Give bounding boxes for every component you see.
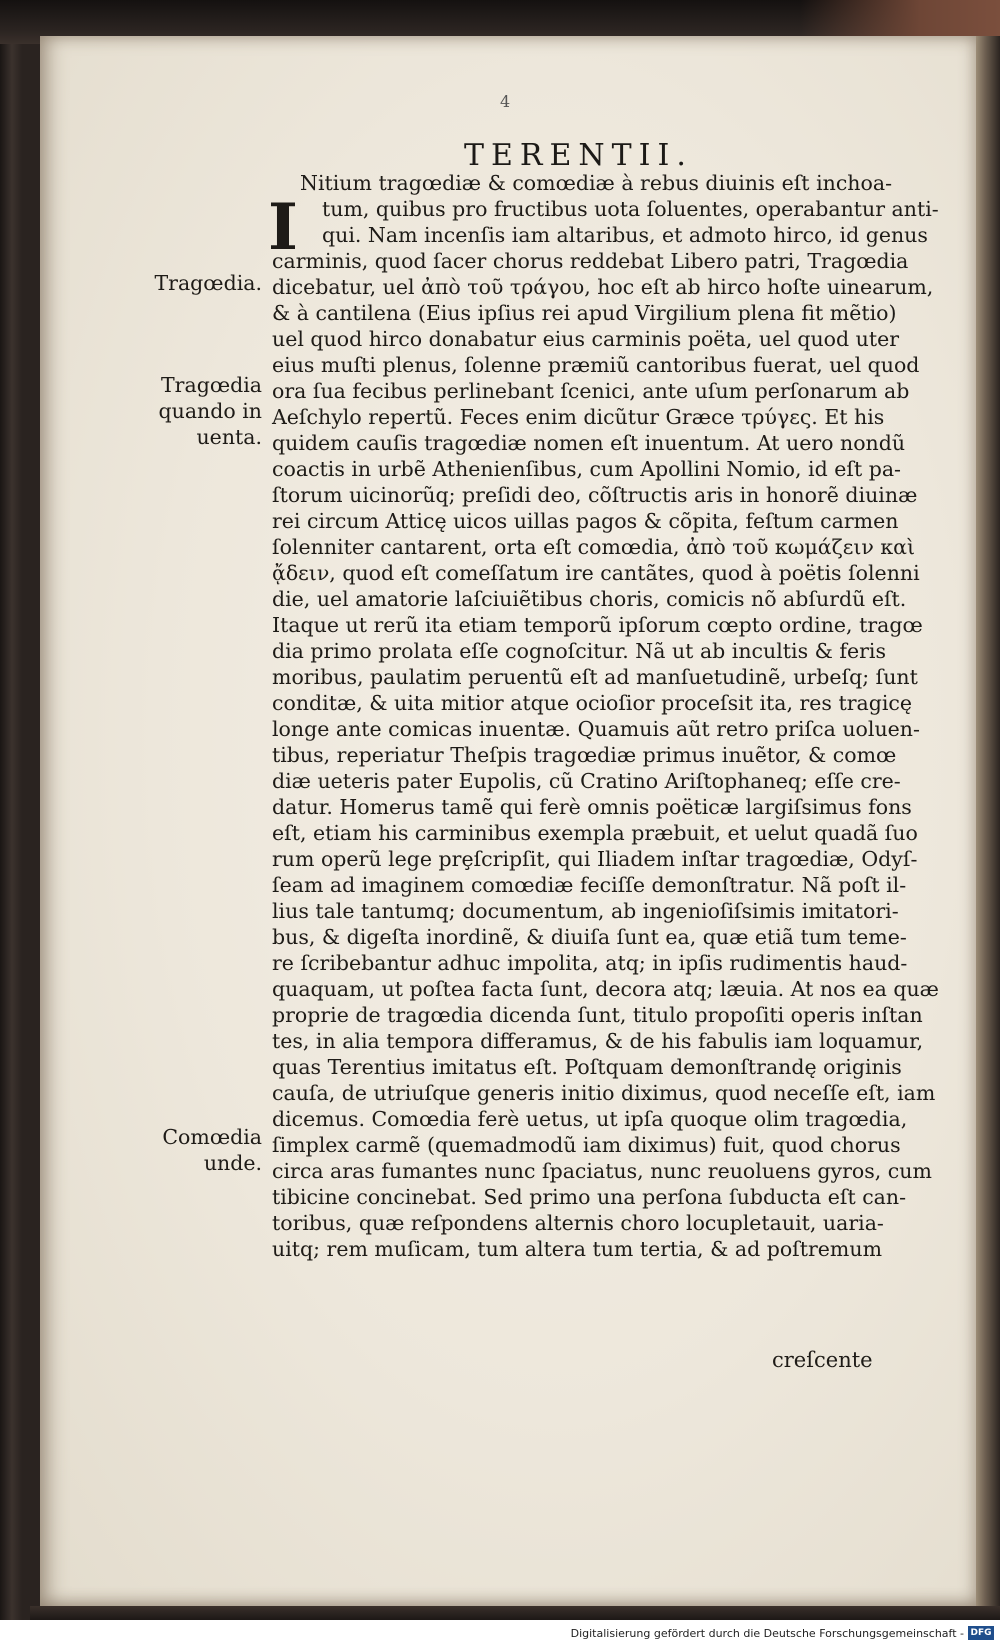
text-line: toribus, quæ reſpondens alternis choro locupletauit, uaria- xyxy=(272,1211,884,1235)
running-head: TERENTII. xyxy=(464,138,693,173)
margin-note-line: uenta. xyxy=(196,425,262,449)
text-line: quidem cauſis tragœdiæ nomen eſt inuentum. At uero nondũ xyxy=(272,431,906,455)
text-line: uel quod hirco donabatur eius carminis poëta, uel quod uter xyxy=(272,327,900,351)
text-line: die, uel amatorie laſciuiẽtibus choris, comicis nõ abſurdũ eſt. xyxy=(272,587,907,611)
text-line: eius muſti plenus, ſolenne præmiũ cantoribus fuerat, uel quod xyxy=(272,353,920,377)
dfg-logo-icon: DFG xyxy=(968,1626,994,1640)
footer-credit: Digitalisierung gefördert durch die Deutsche Forschungsgemeinschaft - xyxy=(570,1627,964,1640)
text-line: qui. Nam incenſis iam altaribus, et admoto hirco, id genus xyxy=(322,223,928,247)
text-line: datur. Homerus tamẽ qui ferè omnis poëticæ largiſsimus fons xyxy=(272,795,912,819)
text-line: tes, in alia tempora differamus, & de his fabulis iam loquamur, xyxy=(272,1029,924,1053)
margin-note-line: quando in xyxy=(158,399,262,423)
text-line: & à cantilena (Eius ipſius rei apud Virgilium plena fit mẽtio) xyxy=(272,301,897,325)
margin-note-line: unde. xyxy=(203,1151,262,1175)
text-line: ora ſua fecibus perlinebant ſcenici, ante uſum perſonarum ab xyxy=(272,379,910,403)
text-line: proprie de tragœdia dicenda ſunt, titulo propoſiti operis inſtan xyxy=(272,1003,923,1027)
text-line: ſolenniter cantarent, orta eſt comœdia, ἀπὸ τοῦ κωμάζειν καὶ xyxy=(272,535,916,559)
text-line: tibicine concinebat. Sed primo una perſona ſubducta eſt can- xyxy=(272,1185,907,1209)
text-line: quas Terentius imitatus eſt. Poſtquam demonſtrandę originis xyxy=(272,1055,902,1079)
text-line: ſtorum uicinorũq; preſidi deo, cõſtructis aris in honorẽ diuinæ xyxy=(272,483,918,507)
text-line: rum operũ lege prȩſcripſit, qui Iliadem inſtar tragœdiæ, Odyſ- xyxy=(272,847,918,871)
text-line: Aeſchylo repertũ. Feces enim dicũtur Græce τρύγες. Et his xyxy=(272,405,885,429)
text-line: quaquam, ut poſtea facta ſunt, decora atq; læuia. At nos ea quæ xyxy=(272,977,939,1001)
text-line: Itaque ut rerũ ita etiam temporũ ipſorum cœpto ordine, tragœ xyxy=(272,613,923,637)
drop-cap: I xyxy=(268,190,298,265)
text-line: diæ ueteris pater Eupolis, cũ Cratino Ariſtophaneq; eſſe cre- xyxy=(272,769,901,793)
text-line: eſt, etiam his carminibus exempla præbuit, et uelut quadã ſuo xyxy=(272,821,918,845)
text-line: coactis in urbẽ Athenienſibus, cum Apollini Nomio, id eſt pa- xyxy=(272,457,901,481)
margin-note-line: Comœdia xyxy=(162,1125,262,1149)
text-line: rei circum Atticę uicos uillas pagos & cõpita, feſtum carmen xyxy=(272,509,899,533)
margin-tragoedia xyxy=(154,270,262,296)
text-line: dicebatur, uel ἀπὸ τοῦ τράγου, hoc eſt ab hirco hoſte uinearum, xyxy=(272,275,934,299)
text-line: moribus, paulatim peruentũ eſt ad manſuetudinẽ, urbeſq; ſunt xyxy=(272,665,918,689)
text-line: carminis, quod ſacer chorus reddebat Libero patri, Tragœdia xyxy=(272,249,909,273)
margin-tragoedia-quando xyxy=(159,372,263,450)
text-line: cauſa, de utriuſque generis initio diximus, quod neceſſe eſt, iam xyxy=(272,1081,936,1105)
text-line: tum, quibus pro fructibus uota ſoluentes, operabantur anti- xyxy=(322,197,939,221)
text-line: ſeam ad imaginem comœdiæ feciſſe demonſtratur. Nã poſt il- xyxy=(272,873,907,897)
text-line: re ſcribebantur adhuc impolita, atq; in ipſis rudimentis haud- xyxy=(272,951,908,975)
text-line: lius tale tantumq; documentum, ab ingenioſiſsimis imitatori- xyxy=(272,899,899,923)
margin-comoedia-unde xyxy=(162,1124,262,1176)
text-line: longe ante comicas inuentæ. Quamuis aũt retro priſca uoluen- xyxy=(272,717,920,741)
margin-note-line: Tragœdia. xyxy=(154,271,262,295)
text-line: dicemus. Comœdia ferè uetus, ut ipſa quoque olim tragœdia, xyxy=(272,1107,908,1131)
folio-mark: 4 xyxy=(500,92,511,111)
text-line: conditæ, & uita mitior atque ocioſior proceſsit ita, res tragicę xyxy=(272,691,913,715)
text-line: ſimplex carmẽ (quemadmodũ iam diximus) fuit, quod chorus xyxy=(272,1133,901,1157)
margin-note-line: Tragœdia xyxy=(161,373,262,397)
text-line: tibus, reperiatur Theſpis tragœdiæ primus inuẽtor, & comœ xyxy=(272,743,897,767)
text-line: dia primo prolata eſſe cognoſcitur. Nã ut ab incultis & feris xyxy=(272,639,886,663)
catchword: creſcente xyxy=(772,1348,873,1372)
text-line: Nitium tragœdiæ & comœdiæ à rebus diuinis eſt inchoa- xyxy=(300,171,892,195)
text-line: ᾄδειν, quod eſt comeſſatum ire cantãtes, quod à poëtis ſolenni xyxy=(272,561,920,585)
text-line: uitq; rem muſicam, tum altera tum tertia, & ad poſtremum xyxy=(272,1237,883,1261)
text-line: circa aras fumantes nunc ſpaciatus, nunc reuoluens gyros, cum xyxy=(272,1159,932,1183)
text-line: bus, & digeſta inordinẽ, & diuiſa ſunt ea, quæ etiã tum teme- xyxy=(272,925,907,949)
